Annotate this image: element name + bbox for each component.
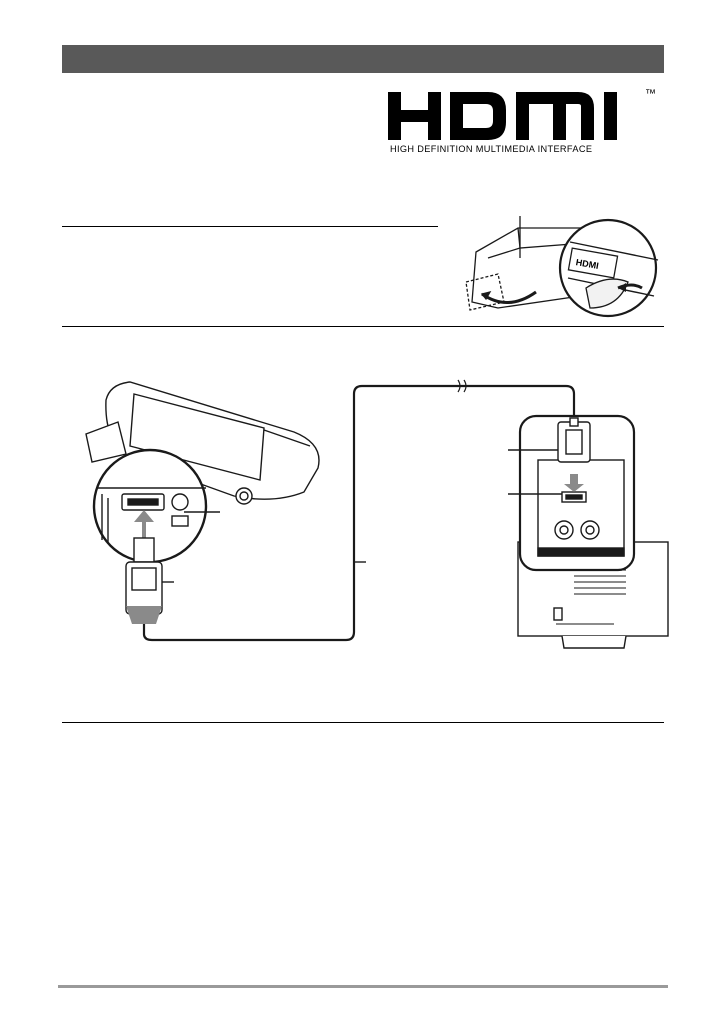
section-heading-bar <box>62 45 664 73</box>
footer-rule <box>58 985 668 988</box>
divider-3 <box>62 722 664 723</box>
inset-circle <box>560 220 658 316</box>
divider-2 <box>62 326 664 327</box>
hdmi-tagline: HIGH DEFINITION MULTIMEDIA INTERFACE <box>390 144 593 154</box>
hdmi-wordmark <box>388 92 638 140</box>
divider-1 <box>62 226 438 227</box>
cover-open-illustration <box>458 212 668 324</box>
tv-terminal-magnifier <box>508 416 634 570</box>
trademark-symbol: ™ <box>645 88 656 100</box>
inset-connector-label: HDMI <box>575 257 600 271</box>
connection-diagram <box>74 372 674 674</box>
hdmi-logo <box>388 92 638 145</box>
